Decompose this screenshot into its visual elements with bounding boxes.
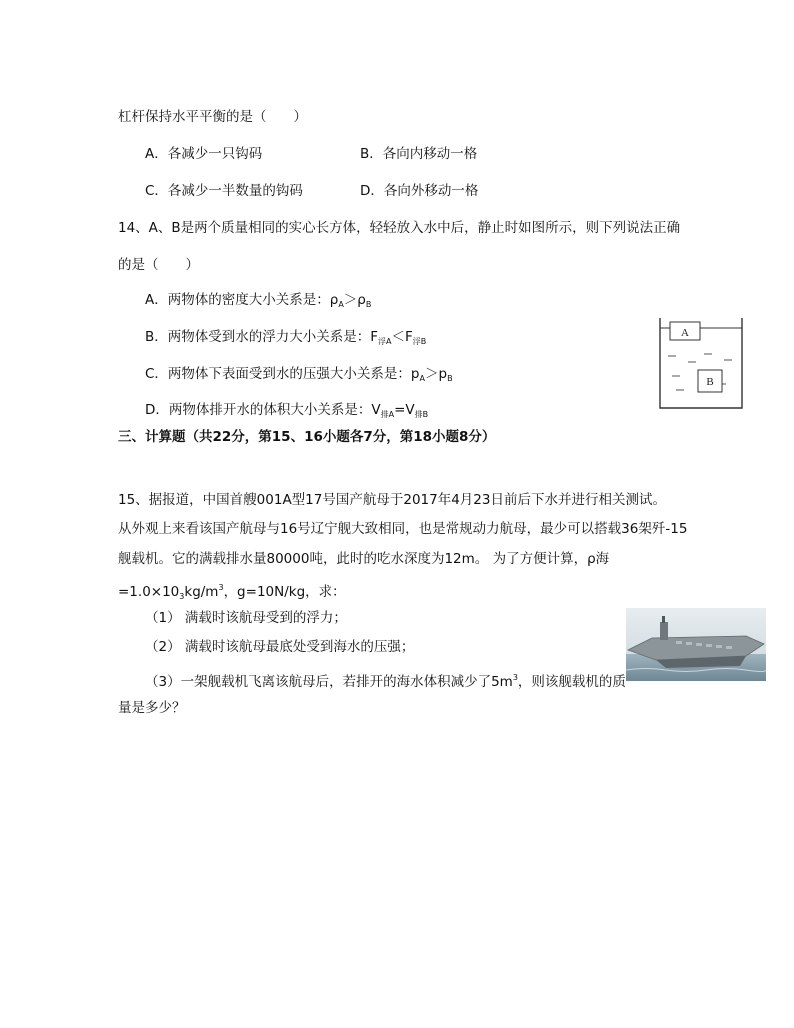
q15-line3: 舰载机。它的满载排水量80000吨，此时的吃水深度为12m。 为了方便计算，ρ海 [118,551,610,567]
q15-line2: 从外观上来看该国产航母与16号辽宁舰大致相同，也是常规动力航母，最少可以搭载36架歼-15 [118,521,688,537]
q15-line4-pre: =1.0×10 [118,584,180,600]
q14-stem-line2: 的是（ ） [118,257,199,273]
q13-option-d: D．各向外移动一格 [360,183,479,199]
section3-heading: 三、计算题（共22分，第15、16小题各7分，第18小题8分） [118,429,496,445]
q14-option-c-text: C．两物体下表面受到水的压强大小关系是：p [145,366,420,382]
q14-option-a-text: A．两物体的密度大小关系是：ρ [145,292,339,308]
q14-stem-line1: 14、A、B是两个质量相同的实心长方体，轻轻放入水中后，静止时如图所示，则下列说法正确 [118,220,681,236]
q14-option-b-cmp: ＜ [391,329,406,345]
q14-option-b-text: B．两物体受到水的浮力大小关系是：F [145,329,379,345]
block-b-label: B [706,376,714,388]
q14-option-b-sub2: 浮B [412,337,427,346]
q15-part3-post: ，则该舰载机的质 [517,674,626,690]
q15-line4-mid: kg/m [184,584,219,600]
q14-option-c [145,364,453,389]
deck-aircraft [706,644,712,647]
q13-option-a: A．各减少一只钩码 [145,146,263,162]
deck-aircraft [726,646,732,649]
aircraft-carrier-image [626,608,766,681]
q15-part3 [145,668,626,692]
q15-line4 [118,578,346,607]
q15-line4-sub: 3 [179,592,185,601]
q15-line4-sup: 3 [218,583,224,592]
q14-option-a [145,290,371,315]
q14-option-d-sub1: 排A [380,410,395,419]
deck-aircraft [716,645,722,648]
q14-option-a-sub2: B [365,300,372,309]
q14-option-c-sub2: B [447,374,453,383]
q14-option-a-cmp: ＞ [343,292,358,308]
deck-aircraft [696,643,702,646]
deck-aircraft [686,642,692,645]
q14-option-b [145,327,426,352]
q14-option-d-sub2: 排B [414,410,429,419]
q15-line1: 15、据报道，中国首艘001A型17号国产航母于2017年4月23日前后下水并进行相关测试。 [118,492,666,508]
q15-part3-pre: （3）一架舰载机飞离该航母后，若排开的海水体积减少了5m [145,674,513,690]
q14-option-c-sub1: A [419,374,425,383]
q14-option-b-sub1: 浮A [378,337,392,346]
q14-option-d [145,400,428,425]
q14-option-d-eq: =V [394,402,415,418]
q15-line4-post: ，g=10N/kg，求： [223,584,346,600]
q14-option-c-p2: p [438,366,448,382]
q14-option-b-f2: F [405,329,413,345]
q15-part1: （1） 满载时该航母受到的浮力； [145,610,347,626]
q14-water-container-figure [658,314,744,410]
deck-aircraft [676,641,682,644]
q15-part3-end: 量是多少？ [118,700,186,716]
q14-option-c-cmp: ＞ [424,366,439,382]
carrier-mast [662,616,665,623]
q13-option-b: B．各向内移动一格 [360,146,478,162]
carrier-island [660,622,668,640]
q14-option-a-sub1: A [338,300,344,309]
q14-option-d-text: D．两物体排开水的体积大小关系是：V [145,402,381,418]
block-a-label: A [681,327,689,339]
q15-part3-sup: 3 [512,673,518,682]
q14-option-a-rho: ρ [357,292,366,308]
q15-part2: （2） 满载时该航母最底处受到海水的压强； [145,639,415,655]
q13-stem-end: 杠杆保持水平平衡的是（ ） [118,109,307,125]
q13-option-c: C．各减少一半数量的钩码 [145,183,303,199]
